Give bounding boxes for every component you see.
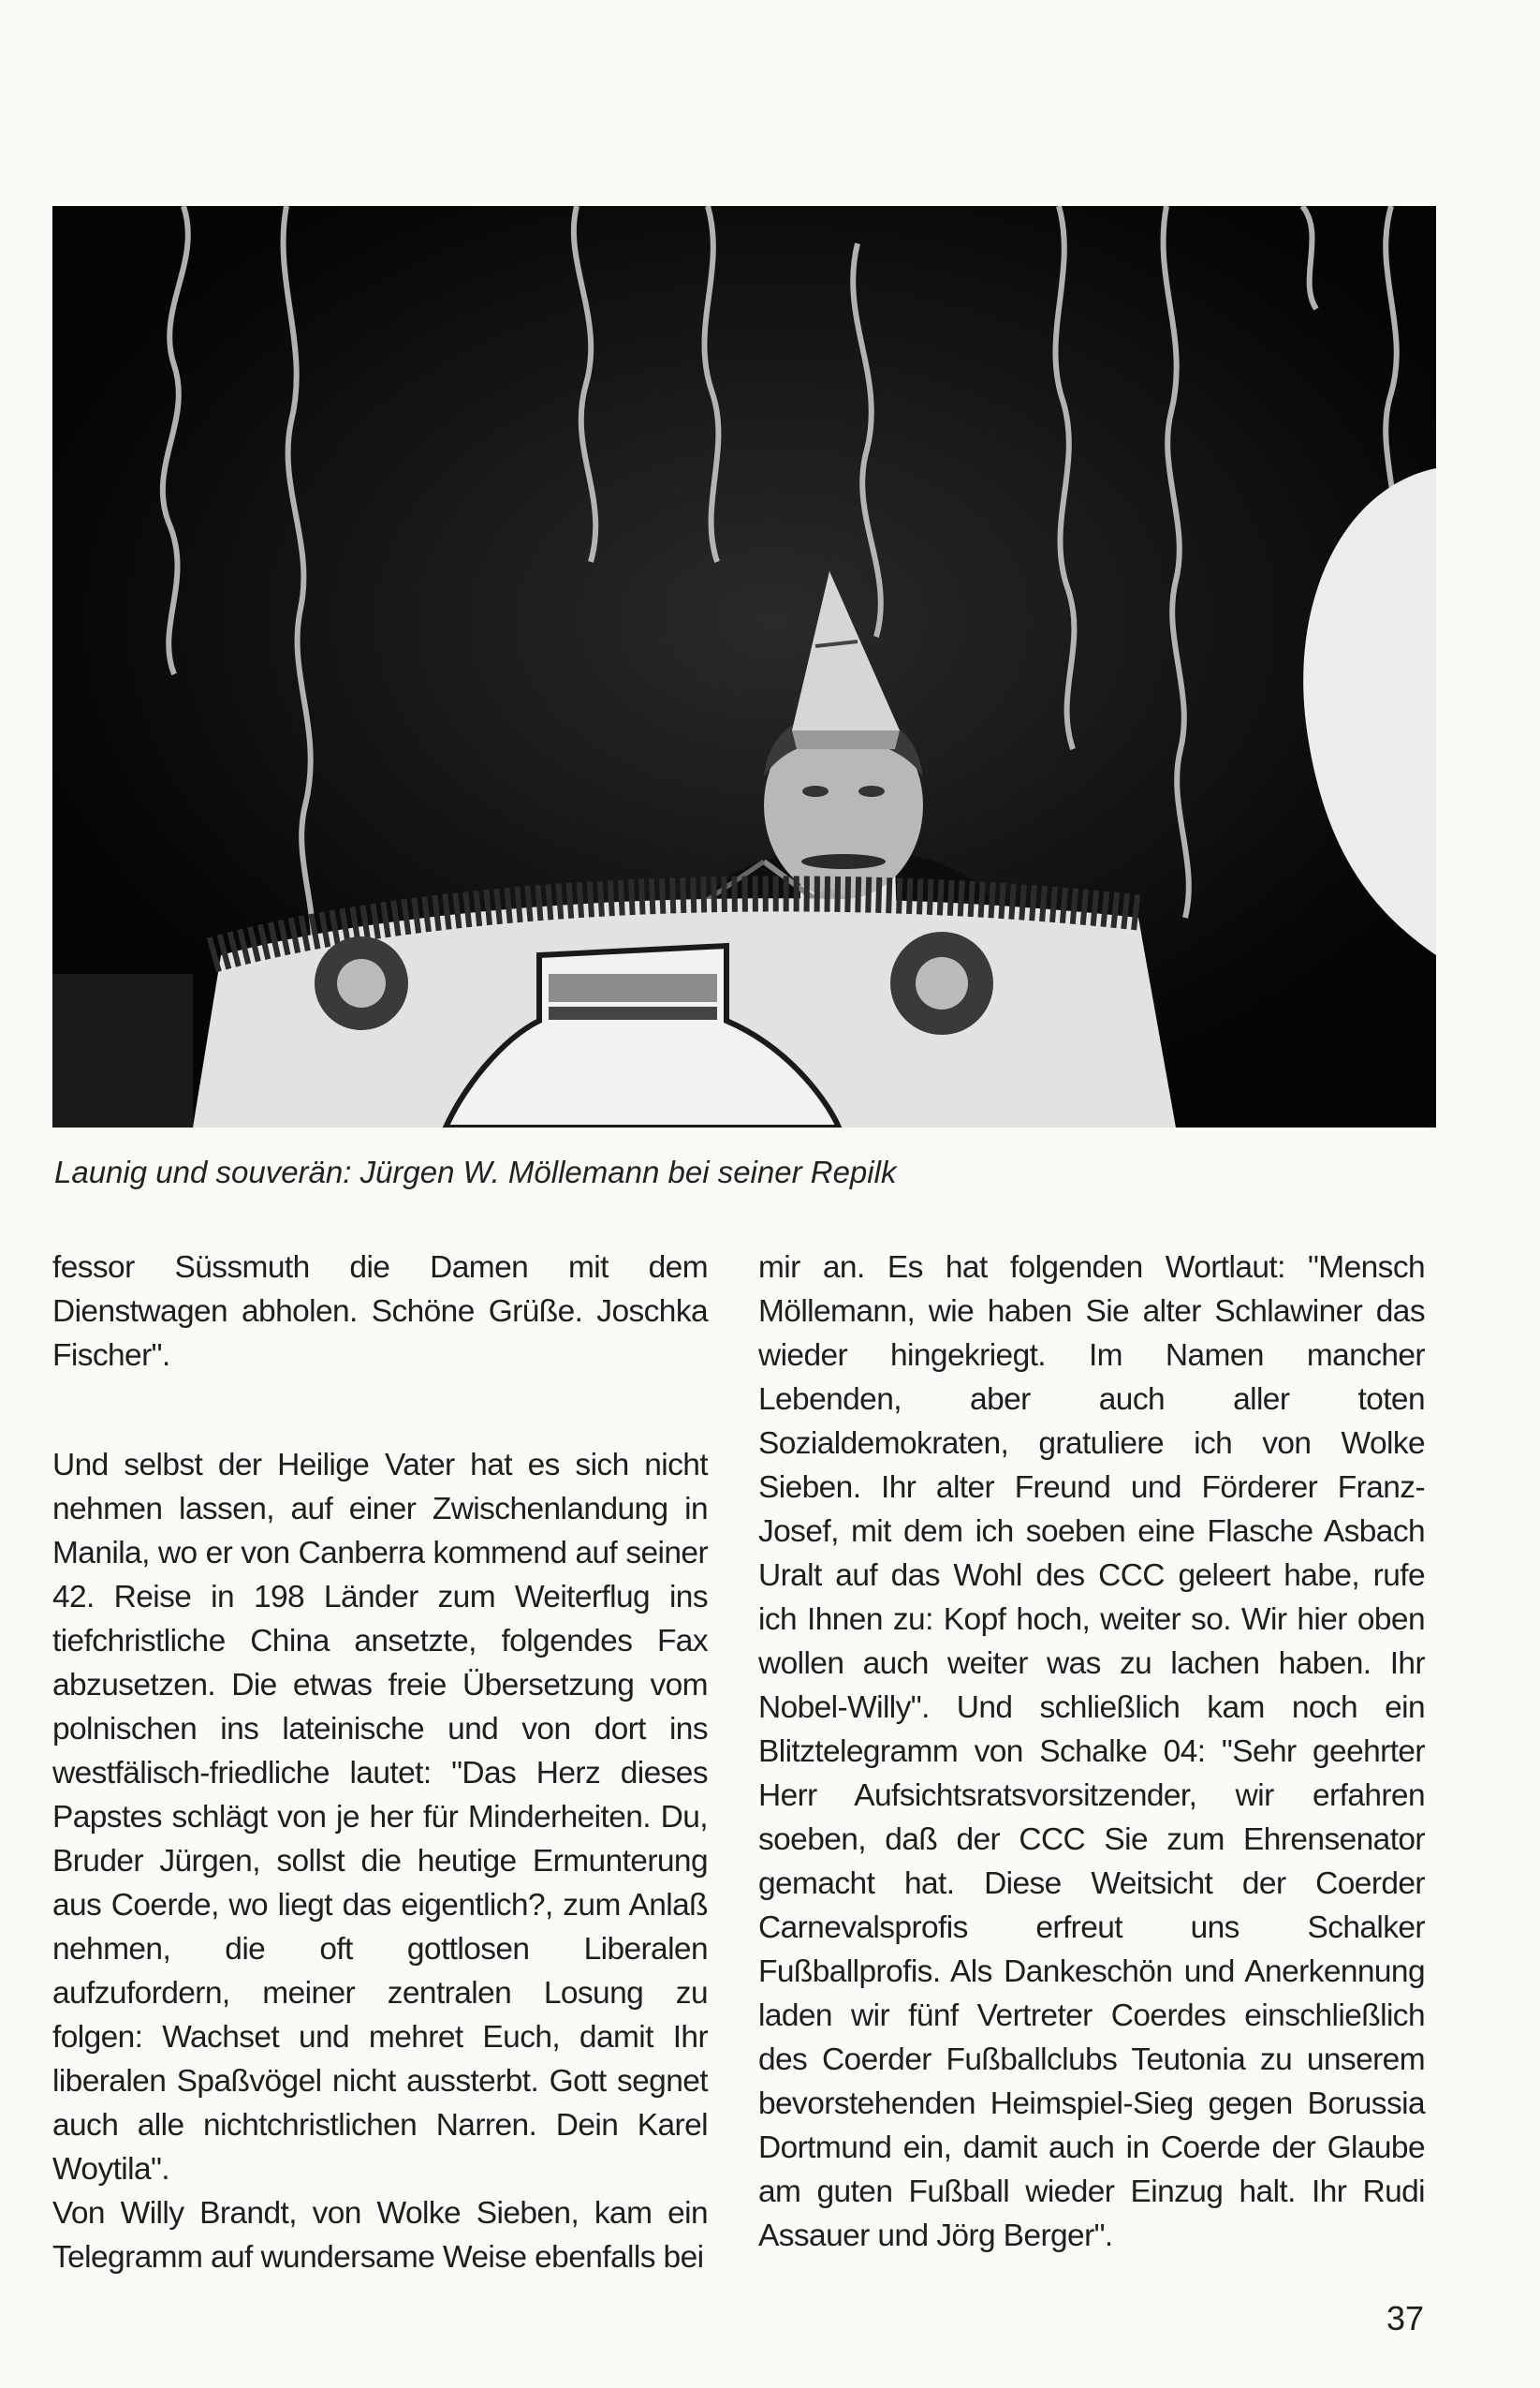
paragraph: fessor Süssmuth die Damen mit dem Dienstwagen abholen. Schöne Grüße. Joschka Fischer". xyxy=(52,1250,708,1373)
paragraph: mir an. Es hat folgenden Wortlaut: "Mensch Möllemann, wie haben Sie alter Schlawiner das wieder hingekriegt. Im Namen mancher Lebenden, aber auch aller toten Sozialdemokraten, gratuliere ich von Wolke Sieben. Ihr alter Freund und Förderer Franz-Josef, mit dem ich soeben eine Flasche Asbach Uralt auf das Wohl des CCC geleert habe, rufe ich Ihnen zu: Kopf hoch, weiter so. Wir hier oben wollen auch weiter was zu lachen haben. Ihr Nobel-Willy". Und schließlich kam noch ein Blitztelegramm von Schalke 04: "Sehr geehrter Herr Aufsichtsratsvorsitzender, wir erfahren soeben, daß der CCC Sie zum Ehrensenator gemacht hat. Diese Weitsicht der Coerder Carnevalsprofis erfreut uns Schalker Fußballprofis. Als Dankeschön und Anerkennung laden wir fünf Vertreter Coerdes einschließlich des Coerder Fußballclubs Teutonia zu unserem bevorstehenden Heimspiel-Sieg gegen Borussia Dortmund ein, damit auch in Coerde der Glaube am guten Fußball wieder Einzug halt. Ihr Rudi Assauer und Jörg Berger". xyxy=(758,1250,1425,2253)
photo-caption: Launig und souverän: Jürgen W. Möllemann bei seiner Repilk xyxy=(54,1155,897,1189)
left-column xyxy=(52,1246,708,2279)
photo xyxy=(52,206,1436,1128)
page-number: 37 xyxy=(1386,2299,1424,2337)
paragraph: Von Willy Brandt, von Wolke Sieben, kam ein Telegramm auf wundersame Weise ebenfalls bei xyxy=(52,2196,708,2275)
paragraph: Und selbst der Heilige Vater hat es sich nicht nehmen lassen, auf einer Zwischenlandung in Manila, wo er von Canberra kommend auf seiner 42. Reise in 198 Länder zum Weiterflug ins tiefchristliche China ansetzte, folgendes Fax abzusetzen. Die etwas freie Übersetzung vom polnischen ins lateinische und von dort ins westfälisch-friedliche lautet: "Das Herz dieses Papstes schlägt von je her für Minderheiten. Du, Bruder Jürgen, sollst die heutige Ermunterung aus Coerde, wo liegt das eigentlich?, zum Anlaß nehmen, die oft gottlosen Liberalen aufzufordern, meiner zentralen Losung zu folgen: Wachset und mehret Euch, damit Ihr liberalen Spaßvögel nicht aussterbt. Gott segnet auch alle nichtchristlichen Narren. Dein Karel Woytila". xyxy=(52,1448,708,2187)
right-column xyxy=(758,1246,1425,2258)
photo-speaker-at-lectern xyxy=(52,206,1436,1128)
